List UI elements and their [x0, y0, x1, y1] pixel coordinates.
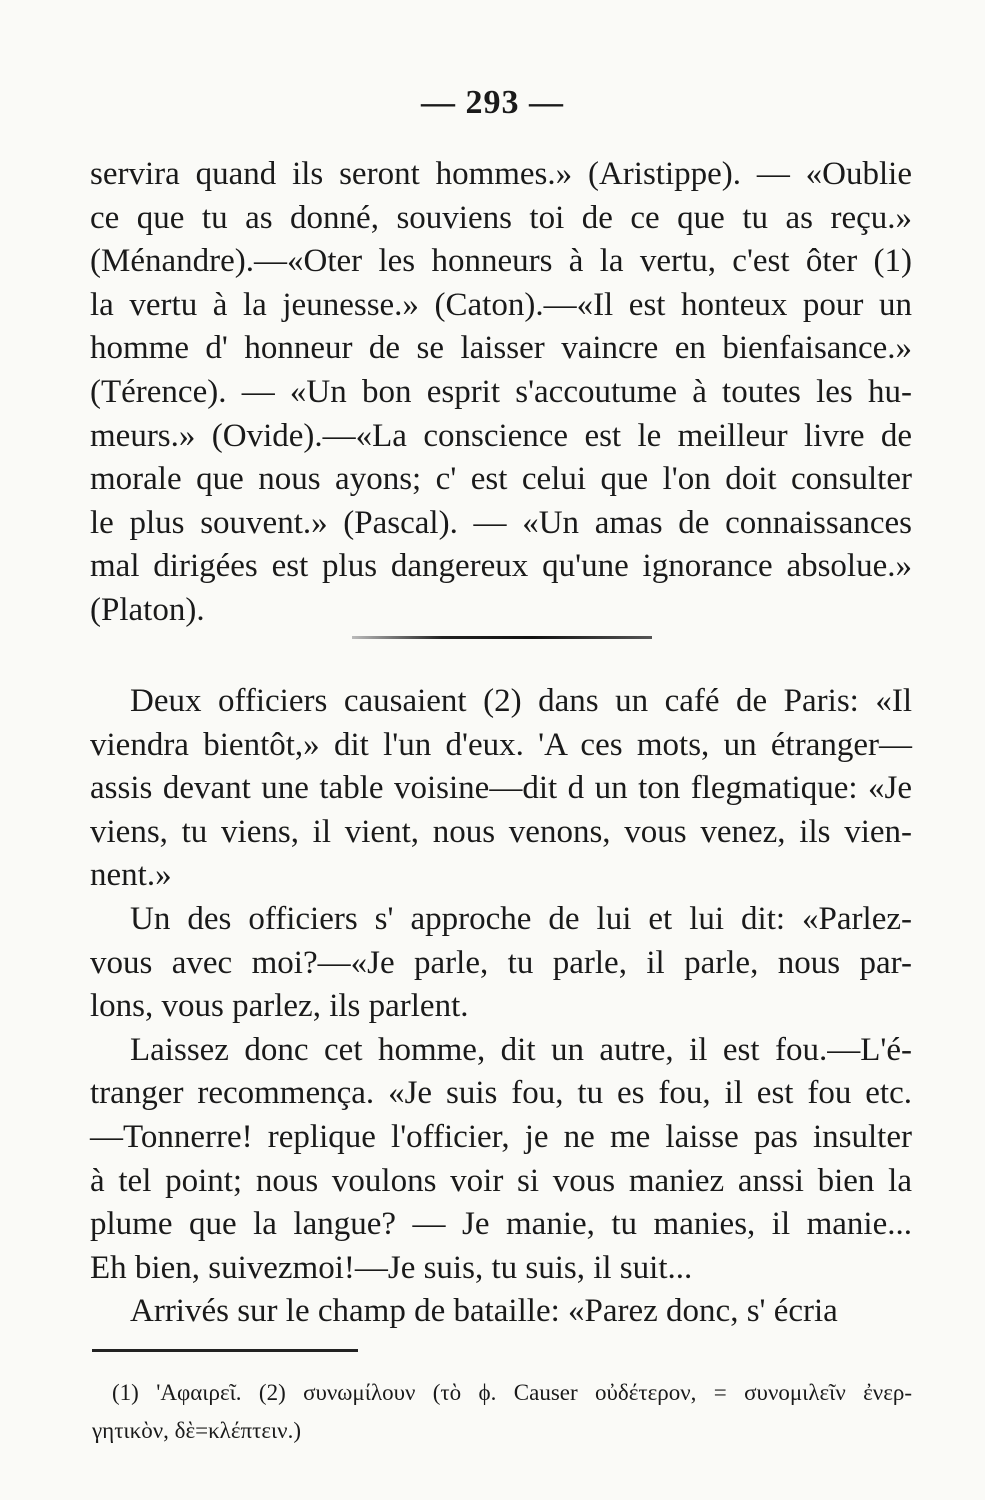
- text-line: (Ménandre).—«Oter les honneurs à la vertu, c'est ôter (1): [90, 243, 912, 280]
- paragraph-anecdote: [90, 680, 912, 1334]
- text-line: —Tonnerre! replique l'officier, je ne me laisse pas insulter: [90, 1118, 912, 1155]
- text-line: Eh bien, suivezmoi!—Je suis, tu suis, il suit...: [90, 1249, 693, 1286]
- text-line: assis devant une table voisine—dit d un ton flegmatique: «Je: [90, 770, 912, 807]
- text-line: à tel point; nous voulons voir si vous maniez anssi bien la: [90, 1162, 912, 1199]
- text-line: ce que tu as donné, souviens toi de ce que tu as reçu.»: [90, 199, 912, 236]
- text-line: viendra bientôt,» dit l'un d'eux. 'A ces mots, un étranger—: [90, 726, 912, 763]
- text-line: tranger recommença. «Je suis fou, tu es fou, il est fou etc.: [90, 1075, 912, 1112]
- text-line: lons, vous parlez, ils parlent.: [90, 988, 469, 1025]
- text-line: Arrivés sur le champ de bataille: «Parez donc, s' écria: [130, 1293, 838, 1330]
- section-separator: [352, 636, 652, 639]
- text-line: morale que nous ayons; c' est celui que l'on doit consulter: [90, 461, 912, 498]
- footnote-line: γητικὸν, δὲ=κλέπτειν.): [92, 1418, 301, 1443]
- text-line: Un des officiers s' approche de lui et lui dit: «Parlez-: [130, 900, 912, 937]
- footnote-rule: [92, 1349, 358, 1352]
- text-line: viens, tu viens, il vient, nous venons, vous venez, ils vien-: [90, 813, 912, 850]
- text-line: nent.»: [90, 857, 172, 894]
- text-line: homme d' honneur de se laisser vaincre en bienfaisance.»: [90, 330, 912, 367]
- text-line: (Platon).: [90, 591, 205, 628]
- text-line: Laissez donc cet homme, dit un autre, il est fou.—L'é-: [130, 1031, 912, 1068]
- text-line: plume que la langue? — Je manie, tu manies, il manie...: [90, 1206, 912, 1243]
- footnotes: [92, 1374, 912, 1450]
- text-line: (Térence). — «Un bon esprit s'accoutume à toutes les hu-: [90, 373, 912, 410]
- text-line: la vertu à la jeunesse.» (Caton).—«Il est honteux pour un: [90, 286, 912, 323]
- text-line: servira quand ils seront hommes.» (Aristippe). — «Oublie: [90, 156, 912, 192]
- text-line: meurs.» (Ovide).—«La conscience est le meilleur livre de: [90, 417, 912, 454]
- text-line: Deux officiers causaient (2) dans un café de Paris: «Il: [130, 683, 912, 719]
- text-line: le plus souvent.» (Pascal). — «Un amas de connaissances: [90, 504, 912, 541]
- paragraph-maxims: [90, 153, 912, 633]
- text-line: mal dirigées est plus dangereux qu'une ignorance absolue.»: [90, 548, 912, 585]
- footnote-line: (1) 'Αφαιρεῖ. (2) συνωμίλουν (τὸ ϕ. Causer οὐδέτερον, = συνομιλεῖν ἐνερ-: [112, 1380, 912, 1405]
- text-line: vous avec moi?—«Je parle, tu parle, il parle, nous par-: [90, 944, 912, 981]
- page-number: — 293 —: [421, 84, 564, 121]
